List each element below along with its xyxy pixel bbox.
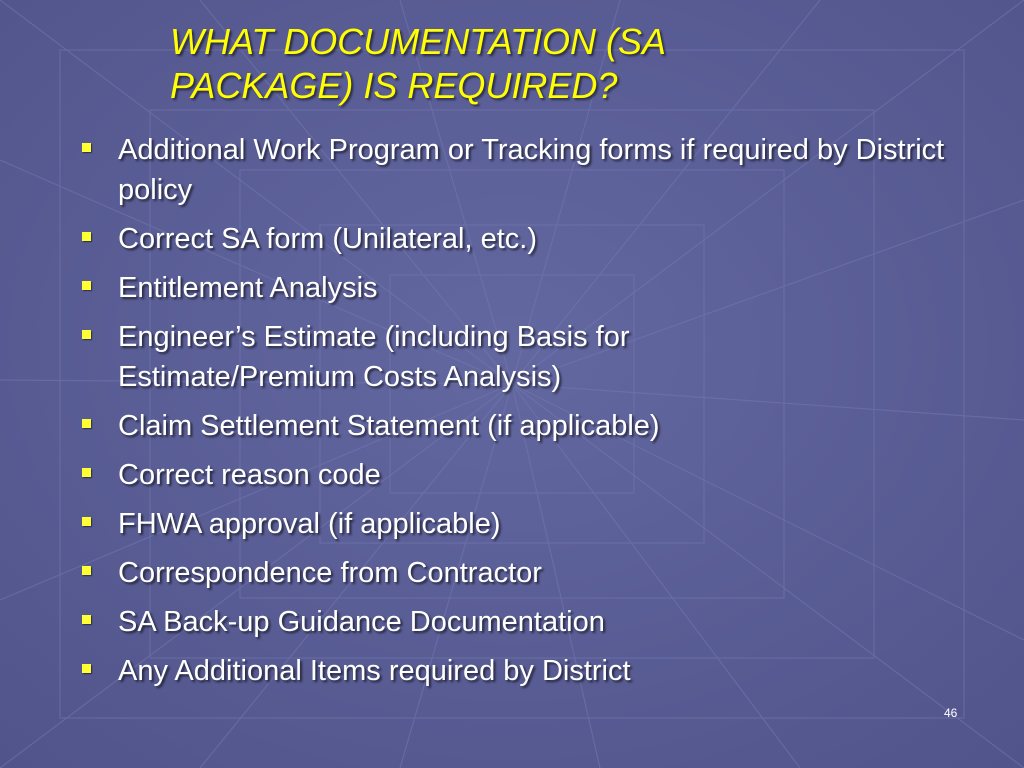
bullet-text: SA Back-up Guidance Documentation — [118, 606, 605, 638]
bullet-text: Correspondence from Contractor — [118, 557, 542, 589]
bullet-item — [82, 268, 992, 308]
bullet-item — [82, 651, 992, 691]
slide-title-line-1: WHAT DOCUMENTATION (SA — [170, 21, 666, 62]
bullet-text: Correct reason code — [118, 459, 381, 491]
bullet-item — [82, 455, 992, 495]
slide-title-line-2: PACKAGE) IS REQUIRED? — [170, 65, 618, 106]
bullet-text: Correct SA form (Unilateral, etc.) — [118, 223, 537, 255]
bullet-item — [82, 130, 992, 210]
bullet-text: Additional Work Program or Tracking forms if required by District policy — [118, 134, 945, 206]
bullet-item — [82, 406, 992, 446]
square-bullet-icon — [82, 664, 91, 673]
slide-title — [170, 20, 950, 108]
square-bullet-icon — [82, 143, 91, 152]
bullet-item — [82, 553, 992, 593]
bullet-item — [82, 317, 992, 397]
bullet-list — [82, 130, 992, 700]
bullet-text: Entitlement Analysis — [118, 272, 378, 304]
square-bullet-icon — [82, 232, 91, 241]
square-bullet-icon — [82, 517, 91, 526]
bullet-item — [82, 504, 992, 544]
page-number: 46 — [944, 706, 958, 720]
bullet-item — [82, 602, 992, 642]
square-bullet-icon — [82, 281, 91, 290]
square-bullet-icon — [82, 615, 91, 624]
square-bullet-icon — [82, 468, 91, 477]
bullet-text: Engineer’s Estimate (including Basis for Estimate/Premium Costs Analysis) — [118, 321, 630, 393]
square-bullet-icon — [82, 330, 91, 339]
bullet-item — [82, 219, 992, 259]
bullet-text: Any Additional Items required by District — [118, 655, 631, 687]
bullet-text: Claim Settlement Statement (if applicable) — [118, 410, 660, 442]
bullet-text: FHWA approval (if applicable) — [118, 508, 501, 540]
square-bullet-icon — [82, 566, 91, 575]
square-bullet-icon — [82, 419, 91, 428]
